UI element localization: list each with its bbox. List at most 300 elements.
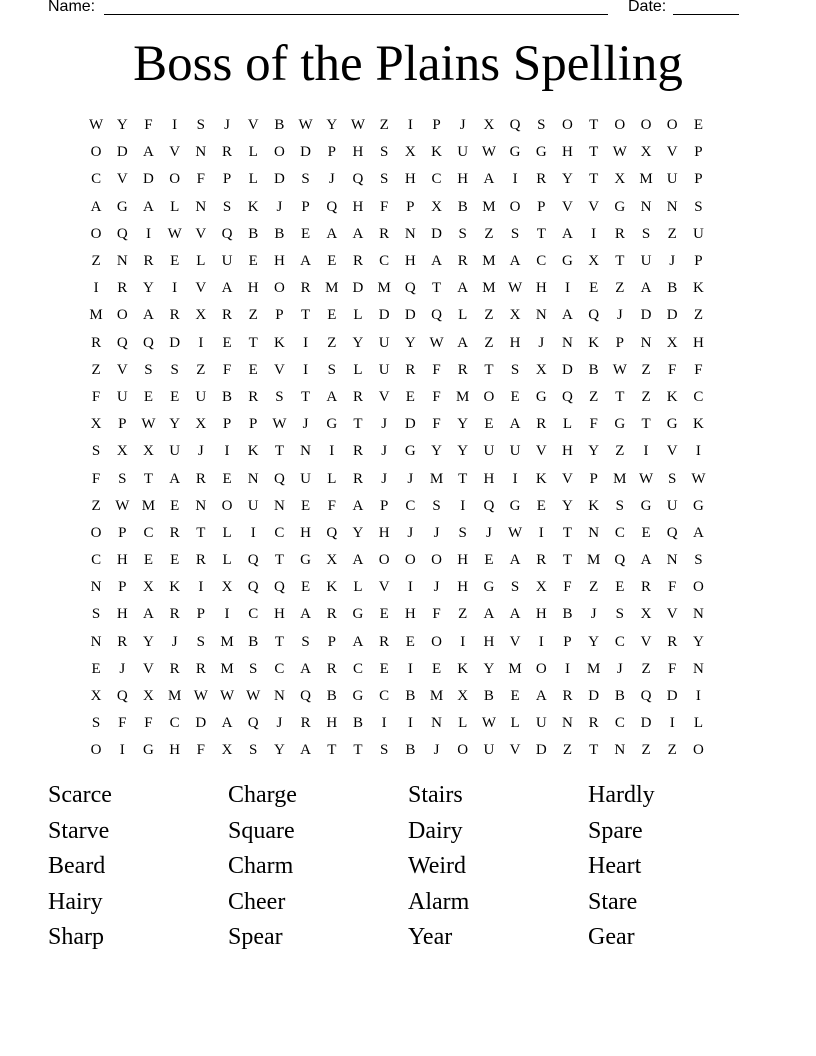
grid-letter: A [640,552,652,569]
grid-letter: P [694,253,703,270]
grid-letter: Z [641,660,651,677]
grid-letter: N [640,198,652,215]
grid-letter: X [457,688,469,705]
grid-letter: F [432,606,441,623]
grid-letter: H [116,552,128,569]
grid-letter: X [195,416,207,433]
grid-letter: T [615,253,625,270]
grid-letter: B [352,715,363,732]
grid-letter: U [116,388,128,405]
grid-letter: T [562,552,573,569]
grid-letter: Y [562,171,573,188]
grid-letter: C [614,715,625,732]
grid-letter: E [379,660,389,677]
grid-letter: S [249,742,258,759]
grid-letter: C [91,171,102,188]
grid-letter: R [169,660,180,677]
grid-letter: V [562,470,573,487]
grid-letter: L [170,198,180,215]
grid-letter: C [248,606,259,623]
grid-letter: Y [143,633,154,650]
grid-letter: O [221,497,233,514]
grid-letter: F [694,361,703,378]
grid-letter: Z [641,742,651,759]
grid-letter: X [666,334,678,351]
grid-letter: I [381,715,387,732]
grid-letter: L [693,715,703,732]
grid-letter: S [694,552,703,569]
grid-letter: W [246,688,261,705]
grid-letter: A [300,742,312,759]
grid-letter: K [247,198,259,215]
grid-letter: S [196,117,206,134]
grid-letter: I [172,280,178,297]
grid-letter: C [274,660,285,677]
grid-letter: H [535,606,547,623]
grid-letter: S [118,470,127,487]
grid-letter: S [458,524,467,541]
grid-letter: D [273,171,285,188]
grid-letter: A [143,198,154,215]
grid-letter: I [591,225,597,242]
word-bank-item: Charm [228,853,294,880]
grid-letter: V [143,660,154,677]
grid-letter: Y [562,497,573,514]
grid-letter: Z [562,742,573,759]
grid-letter: F [589,416,598,433]
grid-letter: E [248,361,258,378]
grid-letter: S [510,225,520,242]
grid-letter: R [352,470,363,487]
grid-letter: W [508,524,523,541]
page-title: Boss of the Plains Spelling [133,36,683,92]
grid-letter: D [640,307,652,324]
grid-letter: P [589,470,598,487]
grid-letter: J [381,416,388,433]
grid-letter: M [586,660,601,677]
grid-letter: E [484,416,494,433]
grid-letter: E [510,388,520,405]
grid-letter: L [562,416,573,433]
grid-letter: L [353,579,363,596]
grid-letter: O [614,117,626,134]
grid-letter: V [116,171,128,188]
grid-letter: G [352,688,364,705]
grid-letter: A [300,606,312,623]
grid-letter: T [589,742,599,759]
grid-letter: Q [483,497,495,514]
grid-letter: V [195,225,207,242]
grid-letter: Y [483,660,495,677]
grid-letter: J [328,171,335,188]
grid-letter: R [562,688,573,705]
grid-letter: E [536,497,546,514]
grid-letter: V [378,388,390,405]
grid-letter: J [538,334,545,351]
grid-letter: F [563,579,572,596]
grid-letter: T [589,171,599,188]
grid-letter: V [116,361,128,378]
grid-letter: K [247,443,259,460]
grid-letter: I [407,660,413,677]
grid-letter: U [195,388,207,405]
grid-letter: H [300,524,312,541]
word-bank-item: Charge [228,782,297,809]
grid-letter: Q [247,552,259,569]
grid-letter: X [509,307,521,324]
grid-letter: E [248,253,258,270]
grid-letter: Y [273,742,285,759]
grid-letter: M [220,660,234,677]
grid-letter: D [116,144,128,161]
grid-letter: A [457,280,469,297]
grid-letter: H [457,579,469,596]
grid-letter: O [562,117,573,134]
grid-letter: Z [484,307,494,324]
grid-letter: N [666,552,678,569]
grid-letter: F [91,470,101,487]
grid-letter: F [668,361,677,378]
grid-letter: C [693,388,704,405]
grid-letter: R [614,225,625,242]
grid-letter: V [195,280,207,297]
grid-letter: A [509,253,521,270]
grid-letter: K [588,497,600,514]
grid-letter: H [273,253,285,270]
grid-letter: R [300,280,311,297]
grid-letter: M [220,633,234,650]
grid-letter: T [327,742,337,759]
grid-letter: P [222,171,232,188]
grid-letter: Q [221,225,233,242]
grid-letter: W [219,688,235,705]
grid-letter: X [404,144,416,161]
grid-letter: E [484,552,494,569]
grid-letter: V [666,443,678,460]
grid-letter: R [195,660,206,677]
grid-letter: J [407,470,414,487]
grid-letter: O [116,307,128,324]
grid-letter: H [352,144,364,161]
grid-letter: I [198,579,204,596]
grid-letter: W [141,416,156,433]
grid-letter: R [326,606,337,623]
grid-letter: J [433,524,440,541]
grid-letter: T [274,633,284,650]
grid-letter: H [169,742,181,759]
grid-letter: L [248,171,258,188]
grid-letter: E [170,497,180,514]
grid-letter: I [695,443,701,460]
grid-letter: W [115,497,130,514]
grid-letter: O [457,742,469,759]
grid-letter: Z [667,742,677,759]
grid-letter: Y [692,633,704,650]
grid-letter: X [90,688,102,705]
grid-letter: M [325,280,339,297]
grid-letter: J [302,416,309,433]
grid-letter: S [91,443,101,460]
grid-letter: I [224,606,230,623]
grid-letter: Z [379,117,389,134]
word-bank [48,778,768,956]
grid-letter: J [616,307,623,324]
grid-letter: V [562,198,573,215]
grid-letter: A [326,225,338,242]
grid-letter: Q [404,280,416,297]
header [48,0,740,20]
grid-letter: R [117,633,128,650]
grid-letter: W [612,144,627,161]
grid-letter: Y [116,117,128,134]
grid-letter: G [300,552,312,569]
grid-letter: N [195,198,207,215]
grid-letter: H [562,443,573,460]
grid-letter: U [378,334,390,351]
grid-letter: K [692,416,704,433]
grid-letter: P [615,334,625,351]
word-bank-item: Hardly [588,782,655,809]
grid-letter: V [509,742,521,759]
grid-letter: W [612,361,627,378]
grid-letter: U [666,497,678,514]
grid-letter: O [273,280,285,297]
grid-letter: X [143,443,154,460]
grid-letter: O [169,171,181,188]
grid-letter: S [510,579,520,596]
grid-letter: R [222,307,233,324]
grid-letter: U [666,171,678,188]
grid-letter: C [143,524,154,541]
grid-letter: C [431,171,442,188]
grid-letter: X [143,579,154,596]
grid-letter: G [562,253,573,270]
grid-letter: W [193,688,208,705]
grid-letter: S [458,225,467,242]
grid-letter: P [563,633,572,650]
grid-letter: U [378,361,390,378]
grid-letter: Q [247,715,259,732]
grid-letter: Q [273,470,285,487]
grid-letter: I [303,361,309,378]
grid-letter: U [692,225,704,242]
grid-letter: E [170,253,180,270]
grid-letter: D [640,715,652,732]
grid-letter: Y [143,280,154,297]
grid-letter: J [276,715,283,732]
grid-letter: G [509,144,521,161]
grid-letter: I [460,633,466,650]
grid-letter: A [562,307,573,324]
grid-letter: N [273,688,285,705]
grid-letter: Z [667,225,677,242]
word-bank-item: Hairy [48,888,103,915]
grid-letter: R [588,715,599,732]
grid-letter: Z [641,388,651,405]
grid-letter: R [91,334,102,351]
grid-letter: A [535,688,547,705]
word-bank-item: Stairs [408,782,463,809]
grid-letter: J [119,660,126,677]
grid-letter: I [224,443,230,460]
grid-letter: Q [431,307,442,324]
grid-letter: P [432,117,441,134]
grid-letter: E [589,280,599,297]
grid-letter: N [431,715,442,732]
grid-letter: D [666,307,678,324]
grid-letter: G [666,416,678,433]
grid-letter: J [433,579,440,596]
grid-letter: T [458,470,468,487]
grid-letter: S [196,633,206,650]
grid-letter: A [509,552,521,569]
grid-letter: G [326,416,338,433]
grid-letter: Z [196,361,206,378]
grid-letter: I [198,334,204,351]
grid-letter: C [536,253,547,270]
grid-letter: M [482,198,496,215]
grid-letter: F [432,388,441,405]
grid-letter: L [510,715,520,732]
grid-letter: Q [326,198,338,215]
grid-letter: R [352,388,363,405]
grid-letter: X [143,688,154,705]
grid-letter: E [222,470,232,487]
grid-letter: N [90,633,102,650]
grid-letter: T [196,524,206,541]
grid-letter: K [666,388,678,405]
grid-letter: T [615,388,625,405]
grid-letter: P [222,416,232,433]
grid-letter: V [666,606,678,623]
grid-letter: M [89,307,103,324]
grid-letter: Q [300,688,312,705]
grid-letter: N [562,334,573,351]
grid-letter: J [590,606,597,623]
grid-letter: M [167,688,182,705]
grid-letter: L [353,307,363,324]
grid-letter: A [143,606,154,623]
grid-letter: A [221,715,233,732]
grid-letter: T [431,280,442,297]
grid-letter: M [586,552,601,569]
grid-letter: I [407,715,413,732]
grid-letter: Z [615,280,625,297]
grid-letter: R [326,660,337,677]
grid-letter: C [352,660,363,677]
grid-letter: N [666,198,678,215]
grid-letter: D [431,225,442,242]
grid-letter: E [143,388,154,405]
word-bank-item: Year [408,924,453,951]
grid-letter: R [536,171,547,188]
grid-letter: I [512,171,518,188]
grid-letter: A [509,606,521,623]
grid-letter: O [404,552,416,569]
grid-letter: S [379,742,389,759]
grid-letter: R [667,633,678,650]
grid-letter: F [379,198,389,215]
grid-letter: Z [641,361,651,378]
grid-letter: X [535,579,547,596]
grid-letter: L [458,715,468,732]
grid-letter: W [89,117,104,134]
date-label: Date: [628,0,667,15]
grid-letter: A [692,524,704,541]
grid-letter: Z [91,497,101,514]
grid-letter: Z [484,334,494,351]
grid-letter: R [405,361,416,378]
grid-letter: S [91,606,101,623]
grid-letter: X [640,144,652,161]
grid-letter: I [250,524,256,541]
grid-letter: D [562,361,573,378]
grid-letter: H [116,606,128,623]
grid-letter: R [457,361,468,378]
grid-letter: Q [143,334,154,351]
grid-letter: C [614,633,625,650]
grid-letter: K [535,470,547,487]
grid-letter: Q [666,524,678,541]
grid-letter: D [666,688,678,705]
grid-letter: N [404,225,416,242]
grid-letter: G [483,579,495,596]
grid-letter: D [404,307,416,324]
grid-letter: R [379,633,390,650]
word-bank-item: Cheer [228,888,286,915]
grid-letter: I [460,497,466,514]
grid-letter: S [327,361,336,378]
grid-letter: A [640,280,652,297]
grid-letter: H [509,334,521,351]
grid-letter: U [535,715,547,732]
grid-letter: R [143,253,154,270]
grid-letter: B [222,388,233,405]
grid-letter: V [588,198,600,215]
grid-letter: U [483,443,495,460]
grid-letter: B [667,280,678,297]
grid-letter: K [457,660,469,677]
grid-letter: A [352,225,364,242]
grid-letter: I [407,117,413,134]
grid-letter: T [589,117,599,134]
grid-letter: H [483,470,495,487]
grid-letter: Q [509,117,521,134]
grid-letter: E [327,307,337,324]
grid-letter: J [381,470,388,487]
grid-letter: E [327,253,337,270]
grid-letter: R [169,524,180,541]
grid-letter: G [692,497,704,514]
grid-letter: F [144,117,153,134]
grid-letter: M [482,280,496,297]
grid-letter: N [195,144,207,161]
grid-letter: O [90,742,102,759]
grid-letter: J [459,117,466,134]
grid-letter: O [692,742,704,759]
grid-letter: C [405,497,416,514]
grid-letter: B [326,688,337,705]
grid-letter: R [641,579,652,596]
letter-grid [83,112,712,765]
grid-letter: V [509,633,521,650]
grid-letter: H [404,171,416,188]
grid-letter: D [404,416,416,433]
date-blank-line [673,14,739,15]
grid-letter: B [457,198,468,215]
grid-letter: M [482,253,496,270]
grid-letter: O [378,552,390,569]
